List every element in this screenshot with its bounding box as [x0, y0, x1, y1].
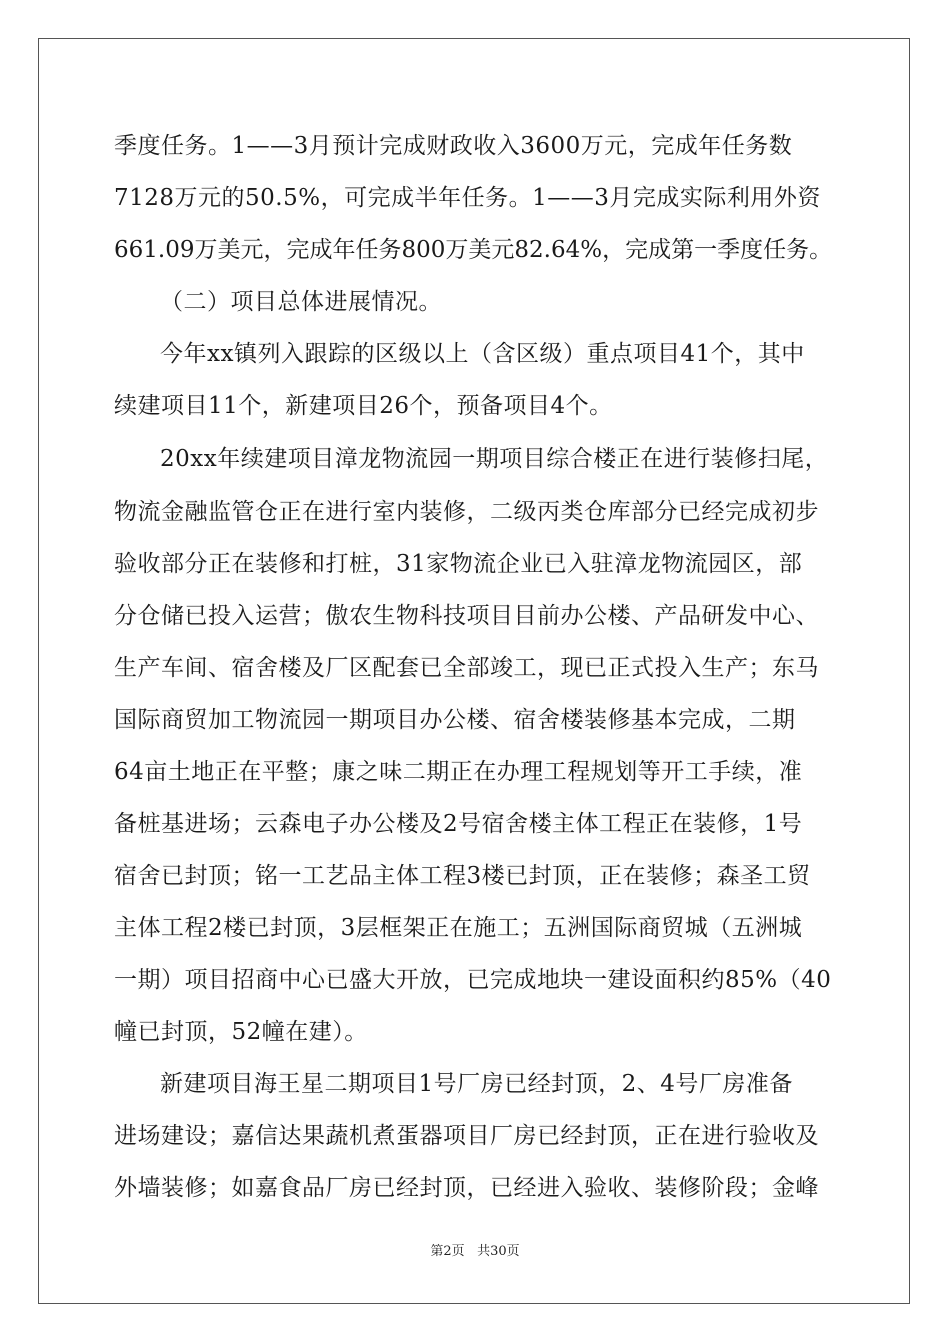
text-line: 进场建设；嘉信达果蔬机煮蛋器项目厂房已经封顶，正在进行验收及 [114, 1123, 819, 1149]
text-line: 生产车间、宿舍楼及厂区配套已全部竣工，现已正式投入生产；东马 [114, 655, 819, 681]
section-heading: （二）项目总体进展情况。 [160, 289, 442, 315]
text-line: 外墙装修；如嘉食品厂房已经封顶，已经进入验收、装修阶段；金峰 [114, 1175, 819, 1201]
text-line: 7128万元的50.5%，可完成半年任务。1——3月完成实际利用外资 [114, 185, 821, 211]
text-line: 续建项目11个，新建项目26个，预备项目4个。 [114, 393, 613, 419]
text-line: 64亩土地正在平整；康之味二期正在办理工程规划等开工手续，准 [114, 759, 803, 785]
text-line: 备桩基进场；云森电子办公楼及2号宿舍楼主体工程正在装修，1号 [114, 811, 803, 837]
text-line: 一期）项目招商中心已盛大开放，已完成地块一建设面积约85%（40 [114, 967, 832, 993]
text-line: 国际商贸加工物流园一期项目办公楼、宿舍楼装修基本完成，二期 [114, 707, 796, 733]
text-line: 今年xx镇列入跟踪的区级以上（含区级）重点项目41个，其中 [160, 341, 805, 367]
total-pages: 共30页 [477, 1244, 520, 1259]
text-line: 幢已封顶，52幢在建）。 [114, 1019, 368, 1045]
page-number: 第2页 [430, 1244, 465, 1259]
text-line: 新建项目海王星二期项目1号厂房已经封顶，2、4号厂房准备 [160, 1071, 793, 1097]
text-line: 物流金融监管仓正在进行室内装修，二级丙类仓库部分已经完成初步 [114, 499, 819, 525]
text-line: 分仓储已投入运营；傲农生物科技项目目前办公楼、产品研发中心、 [114, 603, 819, 629]
text-line: 验收部分正在装修和打桩，31家物流企业已入驻漳龙物流园区，部 [114, 551, 803, 577]
text-line: 季度任务。1——3月预计完成财政收入3600万元，完成年任务数 [114, 133, 793, 159]
page-footer [0, 1240, 950, 1259]
text-line: 宿舍已封顶；铭一工艺品主体工程3楼已封顶，正在装修；森圣工贸 [114, 863, 811, 889]
text-line: 20xx年续建项目漳龙物流园一期项目综合楼正在进行装修扫尾， [160, 446, 829, 472]
text-line: 主体工程2楼已封顶，3层框架正在施工；五洲国际商贸城（五洲城 [114, 915, 803, 941]
text-line: 661.09万美元，完成年任务800万美元82.64%，完成第一季度任务。 [114, 237, 833, 263]
